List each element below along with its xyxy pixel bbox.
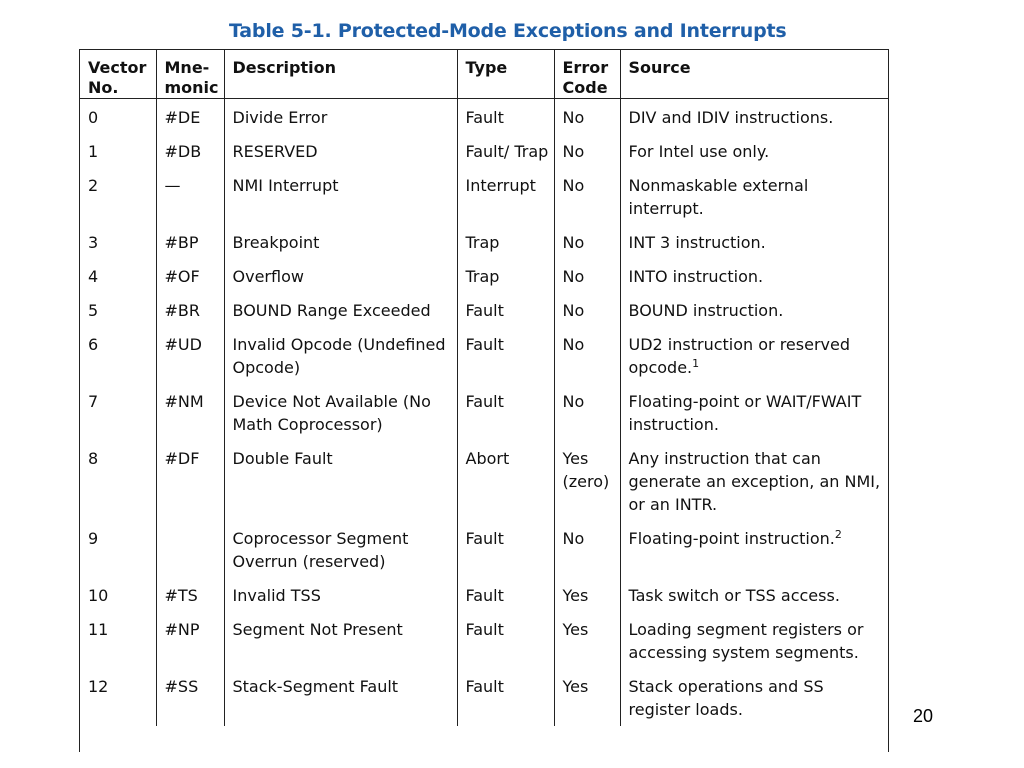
cell-source <box>620 384 888 441</box>
cell-mnemonic <box>156 521 224 578</box>
cell-description-text: Divide Error <box>232 108 328 127</box>
table-row <box>80 225 888 259</box>
cell-mnemonic-text: #BR <box>164 301 200 320</box>
cell-vector-text: 8 <box>88 449 99 468</box>
cell-mnemonic <box>156 225 224 259</box>
cell-vector-text: 11 <box>88 620 109 639</box>
cell-source-text: DIV and IDIV instructions. <box>628 108 834 127</box>
cell-error-code-text: No <box>562 108 585 127</box>
cell-source <box>620 521 888 578</box>
cell-source-text: Nonmaskable external interrupt. <box>628 176 809 218</box>
table-row <box>80 99 888 135</box>
cell-vector-text: 7 <box>88 392 99 411</box>
cell-description-text: Double Fault <box>232 449 333 468</box>
cell-vector-text: 10 <box>88 586 109 605</box>
cell-error-code <box>554 259 620 293</box>
cell-vector <box>80 669 156 726</box>
cell-description-text: Coprocessor Segment Overrun (reserved) <box>232 529 409 571</box>
cell-description-text: Breakpoint <box>232 233 320 252</box>
cell-mnemonic <box>156 384 224 441</box>
cell-description <box>224 134 457 168</box>
cell-error-code <box>554 134 620 168</box>
cell-description <box>224 669 457 726</box>
header-mnemonic: Mne-monic <box>156 50 224 99</box>
cell-description <box>224 384 457 441</box>
cell-type <box>457 384 554 441</box>
cell-mnemonic <box>156 259 224 293</box>
cell-source <box>620 134 888 168</box>
cell-description-text: RESERVED <box>232 142 318 161</box>
page-number: 20 <box>913 706 934 726</box>
cell-description <box>224 293 457 327</box>
cell-error-code <box>554 384 620 441</box>
table-row <box>80 293 888 327</box>
cell-description-text: Stack-Segment Fault <box>232 677 399 696</box>
cell-error-code-text: No <box>562 176 585 195</box>
cell-vector-text: 12 <box>88 677 109 696</box>
cell-mnemonic-text: #DE <box>164 108 201 127</box>
cell-mnemonic <box>156 99 224 135</box>
cell-source-text: BOUND instruction. <box>628 301 784 320</box>
cell-mnemonic-text: #UD <box>164 335 202 354</box>
header-description: Description <box>224 50 457 99</box>
cell-mnemonic-text: #BP <box>164 233 199 252</box>
table-row <box>80 259 888 293</box>
cell-source <box>620 441 888 521</box>
cell-vector <box>80 578 156 612</box>
cell-vector <box>80 134 156 168</box>
cell-mnemonic <box>156 327 224 384</box>
cell-vector <box>80 99 156 135</box>
cell-type <box>457 134 554 168</box>
cell-error-code-text: No <box>562 267 585 286</box>
cell-type <box>457 578 554 612</box>
cell-description-text: Segment Not Present <box>232 620 403 639</box>
cell-type <box>457 327 554 384</box>
header-error-code: Error Code <box>554 50 620 99</box>
cell-error-code-text: No <box>562 142 585 161</box>
cell-type-text: Fault <box>465 301 504 320</box>
cell-vector <box>80 168 156 225</box>
cell-type <box>457 99 554 135</box>
cell-type-text: Fault/ Trap <box>465 142 549 161</box>
cell-vector-text: 9 <box>88 529 99 548</box>
cell-source-text: Floating-point or WAIT/FWAIT instruction. <box>628 392 862 434</box>
cell-type-text: Fault <box>465 620 504 639</box>
cell-type-text: Fault <box>465 529 504 548</box>
cell-vector-text: 2 <box>88 176 99 195</box>
cell-description <box>224 441 457 521</box>
table-row <box>80 521 888 578</box>
cell-vector <box>80 441 156 521</box>
cell-type-text: Fault <box>465 335 504 354</box>
table-row <box>80 168 888 225</box>
table-row <box>80 578 888 612</box>
cell-source-text: For Intel use only. <box>628 142 770 161</box>
cell-vector-text: 5 <box>88 301 99 320</box>
cell-mnemonic <box>156 612 224 669</box>
cell-mnemonic-text: #NM <box>164 392 204 411</box>
table-row <box>80 327 888 384</box>
cell-source-text: INT 3 instruction. <box>628 233 766 252</box>
cell-vector <box>80 521 156 578</box>
cell-error-code-text: No <box>562 392 585 411</box>
cell-mnemonic-text: #DF <box>164 449 200 468</box>
cell-vector <box>80 612 156 669</box>
cell-source <box>620 327 888 384</box>
cell-mnemonic-text: #OF <box>164 267 200 286</box>
cell-source <box>620 293 888 327</box>
cell-type <box>457 225 554 259</box>
cell-mnemonic-text: #NP <box>164 620 200 639</box>
cell-mnemonic-text: — <box>164 176 181 195</box>
cell-source-text: Loading segment registers or accessing system segments. <box>628 620 864 662</box>
footnote-marker: 1 <box>692 357 700 370</box>
cell-source-text: INTO instruction. <box>628 267 764 286</box>
header-vector: Vector No. <box>80 50 156 99</box>
cell-mnemonic-text: #SS <box>164 677 199 696</box>
table-row <box>80 134 888 168</box>
cell-error-code <box>554 225 620 259</box>
cell-type-text: Fault <box>465 108 504 127</box>
cell-error-code-text: No <box>562 529 585 548</box>
table-header <box>80 50 888 99</box>
cell-vector-text: 3 <box>88 233 99 252</box>
cell-description <box>224 327 457 384</box>
cell-error-code <box>554 168 620 225</box>
cell-error-code <box>554 578 620 612</box>
cell-mnemonic <box>156 578 224 612</box>
table-row <box>80 669 888 726</box>
cell-vector <box>80 384 156 441</box>
cell-type-text: Fault <box>465 392 504 411</box>
cell-vector-text: 4 <box>88 267 99 286</box>
cell-source <box>620 669 888 726</box>
cell-description <box>224 168 457 225</box>
cell-type-text: Fault <box>465 586 504 605</box>
cell-description-text: BOUND Range Exceeded <box>232 301 431 320</box>
table-body <box>80 99 888 727</box>
cell-description-text: NMI Interrupt <box>232 176 339 195</box>
cell-vector-text: 6 <box>88 335 99 354</box>
cell-error-code <box>554 293 620 327</box>
cell-source-text: Floating-point instruction. <box>628 529 835 548</box>
cell-description-text: Invalid Opcode (Undefined Opcode) <box>232 335 446 377</box>
cell-description <box>224 259 457 293</box>
cell-vector-text: 1 <box>88 142 99 161</box>
cell-vector-text: 0 <box>88 108 99 127</box>
header-source: Source <box>620 50 888 99</box>
cell-error-code-text: Yes <box>562 586 589 605</box>
header-row <box>80 50 888 99</box>
cell-error-code <box>554 327 620 384</box>
table-row <box>80 384 888 441</box>
table-row <box>80 612 888 669</box>
cell-error-code-text: No <box>562 233 585 252</box>
cell-source <box>620 168 888 225</box>
footnote-marker: 2 <box>834 528 842 541</box>
cell-description <box>224 612 457 669</box>
cell-source <box>620 225 888 259</box>
cell-type-text: Fault <box>465 677 504 696</box>
exceptions-table-container <box>79 49 889 752</box>
table-row <box>80 441 888 521</box>
cell-source <box>620 259 888 293</box>
cell-vector <box>80 225 156 259</box>
cell-source <box>620 578 888 612</box>
cell-type-text: Abort <box>465 449 510 468</box>
cell-source-text: UD2 instruction or reserved opcode. <box>628 335 850 377</box>
cell-description-text: Device Not Available (No Math Coprocessor) <box>232 392 431 434</box>
cell-error-code-text: Yes <box>562 620 589 639</box>
cell-error-code-text: No <box>562 335 585 354</box>
cell-type-text: Trap <box>465 267 500 286</box>
cell-mnemonic <box>156 293 224 327</box>
cell-source-text: Stack operations and SS register loads. <box>628 677 824 719</box>
cell-error-code <box>554 441 620 521</box>
cell-mnemonic-text: #TS <box>164 586 198 605</box>
cell-type <box>457 293 554 327</box>
cell-vector <box>80 293 156 327</box>
cell-source <box>620 612 888 669</box>
cell-error-code <box>554 669 620 726</box>
cell-description <box>224 225 457 259</box>
cell-type <box>457 259 554 293</box>
table-title: Table 5-1. Protected-Mode Exceptions and Interrupts <box>229 20 787 42</box>
cell-description <box>224 99 457 135</box>
cell-mnemonic <box>156 168 224 225</box>
cell-type-text: Trap <box>465 233 500 252</box>
cell-description <box>224 578 457 612</box>
cell-type-text: Interrupt <box>465 176 536 195</box>
cell-error-code <box>554 521 620 578</box>
cell-type <box>457 441 554 521</box>
cell-error-code <box>554 612 620 669</box>
cell-description-text: Invalid TSS <box>232 586 321 605</box>
cell-vector <box>80 327 156 384</box>
cell-source <box>620 99 888 135</box>
cell-vector <box>80 259 156 293</box>
cell-mnemonic <box>156 669 224 726</box>
cell-description <box>224 521 457 578</box>
cell-type <box>457 168 554 225</box>
cell-error-code-text: Yes (zero) <box>562 449 610 491</box>
cell-description-text: Overflow <box>232 267 304 286</box>
cell-error-code <box>554 99 620 135</box>
cell-error-code-text: Yes <box>562 677 589 696</box>
header-type: Type <box>457 50 554 99</box>
cell-type <box>457 612 554 669</box>
cell-mnemonic <box>156 441 224 521</box>
cell-type <box>457 669 554 726</box>
cell-type <box>457 521 554 578</box>
cell-source-text: Any instruction that can generate an exception, an NMI, or an INTR. <box>628 449 881 514</box>
cell-mnemonic <box>156 134 224 168</box>
exceptions-table <box>80 50 888 726</box>
cell-error-code-text: No <box>562 301 585 320</box>
cell-source-text: Task switch or TSS access. <box>628 586 840 605</box>
cell-mnemonic-text: #DB <box>164 142 202 161</box>
